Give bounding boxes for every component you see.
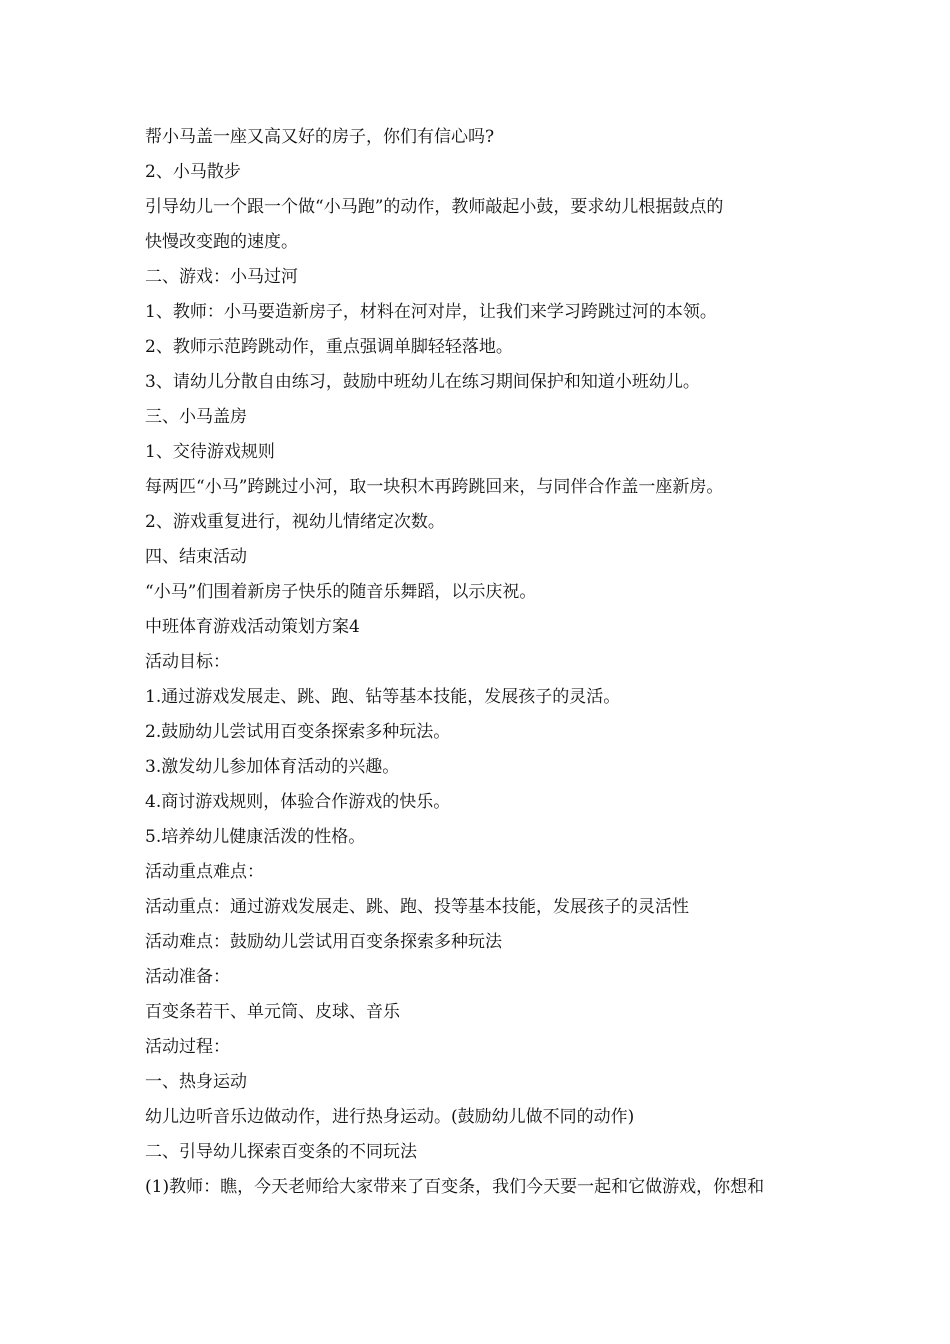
section-heading: 活动重点难点： <box>145 862 264 882</box>
text-line: 1、教师：小马要造新房子，材料在河对岸，让我们来学习跨跳过河的本领。 <box>145 302 717 322</box>
text-line: 1、交待游戏规则 <box>145 442 275 462</box>
text-line: 引导幼儿一个跟一个做“小马跑”的动作，教师敲起小鼓，要求幼儿根据鼓点的 <box>145 197 724 217</box>
document-title: 中班体育游戏活动策划方案4 <box>145 617 360 637</box>
section-heading: 四、结束活动 <box>145 547 247 567</box>
text-line: 幼儿边听音乐边做动作，进行热身运动。(鼓励幼儿做不同的动作) <box>145 1107 635 1127</box>
section-heading: 一、热身运动 <box>145 1072 247 1092</box>
section-heading: 二、引导幼儿探索百变条的不同玩法 <box>145 1142 417 1162</box>
text-line: (1)教师：瞧，今天老师给大家带来了百变条，我们今天要一起和它做游戏，你想和 <box>145 1177 765 1197</box>
text-line: 2、游戏重复进行，视幼儿情绪定次数。 <box>145 512 445 532</box>
text-line: 每两匹“小马”跨跳过小河，取一块积木再跨跳回来，与同伴合作盖一座新房。 <box>145 477 724 497</box>
text-line: 快慢改变跑的速度。 <box>145 232 298 252</box>
list-item: 3.激发幼儿参加体育活动的兴趣。 <box>145 757 400 777</box>
list-item: 1.通过游戏发展走、跳、跑、钻等基本技能，发展孩子的灵活。 <box>145 687 621 707</box>
list-item: 5.培养幼儿健康活泼的性格。 <box>145 827 366 847</box>
section-heading: 二、游戏：小马过河 <box>145 267 298 287</box>
text-line: 帮小马盖一座又高又好的房子，你们有信心吗? <box>145 127 495 147</box>
list-item: 2.鼓励幼儿尝试用百变条探索多种玩法。 <box>145 722 451 742</box>
list-item: 4.商讨游戏规则，体验合作游戏的快乐。 <box>145 792 451 812</box>
text-line: 3、请幼儿分散自由练习，鼓励中班幼儿在练习期间保护和知道小班幼儿。 <box>145 372 700 392</box>
text-line: “小马”们围着新房子快乐的随音乐舞蹈，以示庆祝。 <box>145 582 537 602</box>
section-heading: 活动准备： <box>145 967 230 987</box>
text-line: 活动重点：通过游戏发展走、跳、跑、投等基本技能，发展孩子的灵活性 <box>145 897 689 917</box>
text-line: 百变条若干、单元筒、皮球、音乐 <box>145 1002 400 1022</box>
section-heading: 三、小马盖房 <box>145 407 247 427</box>
section-heading: 活动过程： <box>145 1037 230 1057</box>
section-heading: 活动目标： <box>145 652 230 672</box>
text-line: 活动难点：鼓励幼儿尝试用百变条探索多种玩法 <box>145 932 502 952</box>
text-line: 2、教师示范跨跳动作，重点强调单脚轻轻落地。 <box>145 337 513 357</box>
section-heading: 2、小马散步 <box>145 162 241 182</box>
document-body <box>145 120 815 1205</box>
